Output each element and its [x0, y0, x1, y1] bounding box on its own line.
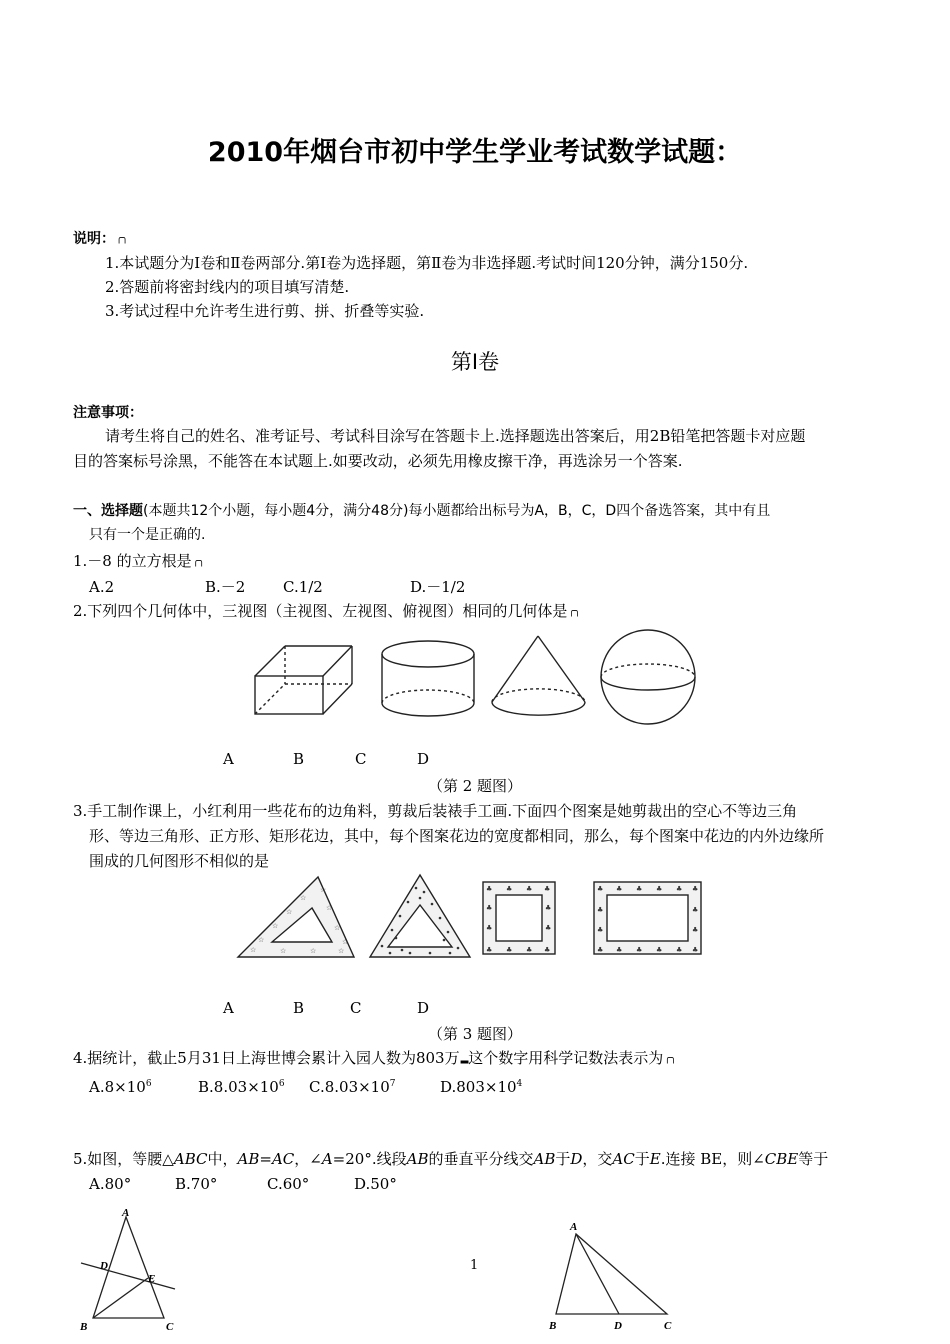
cone-shape	[492, 636, 585, 715]
section1-desc: (本题共12个小题，每小题4分，满分48分)每小题都给出标号为A，B，C，D四个备选答案，其中有且	[143, 503, 771, 519]
q3-line-1: 3.手工制作课上，小红利用一些花布的边角料，剪裁后装裱手工画.下面四个图案是她剪裁出的空心不等边三角	[73, 802, 798, 820]
q4-option-a: $A.8\times 10^6$	[89, 1078, 152, 1096]
section1-line-2: 只有一个是正确的.	[89, 527, 206, 543]
instruction-item-1: 1.本试题分为Ⅰ卷和Ⅱ卷两部分.第Ⅰ卷为选择题，第Ⅱ卷为非选择题.考试时间120分钟，满分150分.	[105, 254, 749, 272]
svg-text:♣: ♣	[486, 885, 493, 893]
cuboid-shape	[255, 646, 352, 714]
fig5-left-point-b: B	[80, 1321, 88, 1333]
svg-text:♣: ♣	[692, 885, 699, 893]
svg-text:♣: ♣	[616, 946, 623, 954]
svg-text:☆: ☆	[310, 947, 317, 955]
svg-text:♣: ♣	[544, 946, 551, 954]
svg-text:☆: ☆	[334, 924, 341, 932]
svg-text:♣: ♣	[676, 946, 683, 954]
svg-text:♣: ♣	[656, 885, 663, 893]
q2-label-c: C	[355, 750, 367, 768]
q3-label-d: D	[417, 999, 430, 1017]
instruction-item-3: 3.考试过程中允许考生进行剪、拼、折叠等实验.	[105, 302, 425, 320]
svg-text:♣: ♣	[486, 946, 493, 954]
q4-option-c: $C.8.03\times 10^7$	[309, 1078, 396, 1096]
fig5-right-point-d: D	[614, 1320, 622, 1332]
notes-line-1: 请考生将自己的姓名、准考证号、考试科目涂写在答题卡上.选择题选出答案后，用2B铅笔把答题卡对应题	[105, 427, 806, 445]
svg-text:☆: ☆	[300, 894, 307, 902]
q2-label-d: D	[417, 750, 430, 768]
q1-option-b: B.－2	[205, 578, 246, 596]
edit-mark-icon: ╭╮	[568, 606, 581, 617]
q1-stem	[73, 550, 205, 573]
edit-mark-icon: ╭╮	[192, 556, 205, 567]
svg-text:♣: ♣	[486, 924, 493, 932]
section1-line-1	[73, 500, 770, 522]
svg-text:♣: ♣	[692, 926, 699, 934]
svg-text:♣: ♣	[597, 885, 604, 893]
edit-mark-icon: ╭╮	[116, 233, 129, 244]
instructions-heading	[73, 228, 128, 248]
svg-text:☆: ☆	[326, 904, 333, 912]
section1-label: 一、选择题	[73, 503, 143, 519]
q3-frames-figure	[230, 870, 710, 962]
q4-stem-text: 4.据统计，截止5月31日上海世博会累计入园人数为803万	[73, 1049, 460, 1067]
fig5-right-point-a: A	[570, 1221, 578, 1233]
q2-label-b: B	[293, 750, 305, 768]
svg-text:♣: ♣	[692, 946, 699, 954]
svg-text:♣: ♣	[545, 904, 552, 912]
q1-option-c: C.1/2	[283, 578, 323, 596]
fig5-left-point-a: A	[122, 1207, 130, 1219]
svg-text:♣: ♣	[692, 906, 699, 914]
q4-option-b: $B.8.03\times 10^6$	[198, 1078, 285, 1096]
q2-caption: （第 2 题图）	[427, 777, 523, 795]
q5-figure-right	[546, 1216, 686, 1336]
edit-mark-icon: ▂	[460, 1053, 469, 1064]
svg-text:☆: ☆	[338, 947, 345, 955]
cylinder-shape	[382, 641, 474, 716]
svg-text:♣: ♣	[597, 926, 604, 934]
fig5-right-point-c: C	[664, 1320, 672, 1332]
instruction-item-2: 2.答题前将密封线内的项目填写清楚.	[105, 278, 350, 296]
volume-title: 第Ⅰ卷	[450, 350, 500, 374]
svg-text:♣: ♣	[676, 885, 683, 893]
q3-line-2: 形、等边三角形、正方形、矩形花边，其中，每个图案花边的宽度都相同，那么，每个图案中花边的内外边缘所	[89, 827, 825, 845]
scalene-triangle-frame	[238, 877, 354, 957]
fig5-left-point-e: E	[148, 1273, 156, 1285]
svg-text:♣: ♣	[636, 885, 643, 893]
q3-label-a: A	[223, 999, 234, 1017]
q5-option-a: A.80°	[89, 1175, 132, 1193]
q5-option-c: C.60°	[267, 1175, 310, 1193]
instructions-heading-text: 说明：	[73, 231, 115, 247]
fig5-left-point-c: C	[166, 1321, 174, 1333]
svg-text:♣: ♣	[506, 946, 513, 954]
q2-stem-text: 2.下列四个几何体中，三视图（主视图、左视图、俯视图）相同的几何体是	[73, 602, 568, 620]
q1-option-a: A.2	[89, 578, 115, 596]
svg-text:☆: ☆	[250, 946, 257, 954]
svg-text:☆: ☆	[320, 886, 327, 894]
q1-option-d: D.－1/2	[410, 578, 466, 596]
svg-text:☆: ☆	[272, 922, 279, 930]
svg-text:♣: ♣	[597, 946, 604, 954]
svg-text:☆: ☆	[280, 947, 287, 955]
square-frame	[483, 882, 555, 954]
equilateral-triangle-frame	[370, 875, 470, 957]
q1-stem-text: 1.－8 的立方根是	[73, 552, 192, 570]
q3-caption: （第 3 题图）	[427, 1025, 523, 1043]
svg-text:☆: ☆	[286, 908, 293, 916]
q4-stem	[73, 1047, 676, 1070]
rectangle-frame	[594, 882, 701, 954]
sphere-shape	[601, 630, 695, 724]
svg-text:♣: ♣	[545, 924, 552, 932]
fig5-left-point-d: D	[100, 1260, 108, 1272]
svg-text:♣: ♣	[656, 946, 663, 954]
svg-text:♣: ♣	[506, 885, 513, 893]
q5-stem: 5.如图，等腰△ABC中，AB=AC，∠A=20°.线段AB的垂直平分线交AB于D，交AC于E.连接 BE，则∠CBE等于	[73, 1150, 829, 1168]
q2-stem	[73, 600, 580, 623]
notes-line-2: 目的答案标号涂黑，不能答在本试题上.如要改动，必须先用橡皮擦干净，再选涂另一个答案.	[73, 452, 683, 470]
fig5-right-point-b: B	[549, 1320, 557, 1332]
q2-label-a: A	[223, 750, 234, 768]
svg-text:♣: ♣	[486, 904, 493, 912]
q3-label-c: C	[350, 999, 362, 1017]
q2-solids-figure	[240, 628, 710, 728]
q5-figure-left	[78, 1206, 188, 1336]
notes-heading: 注意事项：	[73, 405, 143, 421]
svg-text:♣: ♣	[616, 885, 623, 893]
q5-option-d: D.50°	[354, 1175, 397, 1193]
q5-option-b: B.70°	[175, 1175, 218, 1193]
q4-stem-tail: 这个数字用科学记数法表示为	[468, 1049, 664, 1067]
svg-text:♣: ♣	[636, 946, 643, 954]
svg-text:♣: ♣	[526, 885, 533, 893]
q3-line-3: 围成的几何图形不相似的是	[89, 852, 270, 870]
q3-label-b: B	[293, 999, 305, 1017]
svg-text:☆: ☆	[342, 938, 349, 946]
exam-title: 2010年烟台市初中学生学业考试数学试题：	[207, 137, 743, 168]
svg-text:♣: ♣	[526, 946, 533, 954]
svg-text:☆: ☆	[258, 936, 265, 944]
svg-text:♣: ♣	[544, 885, 551, 893]
svg-text:♣: ♣	[597, 906, 604, 914]
q4-option-d: $D.803\times 10^4$	[440, 1078, 523, 1096]
page-number: 1	[470, 1258, 479, 1273]
edit-mark-icon: ╭╮	[664, 1053, 677, 1064]
